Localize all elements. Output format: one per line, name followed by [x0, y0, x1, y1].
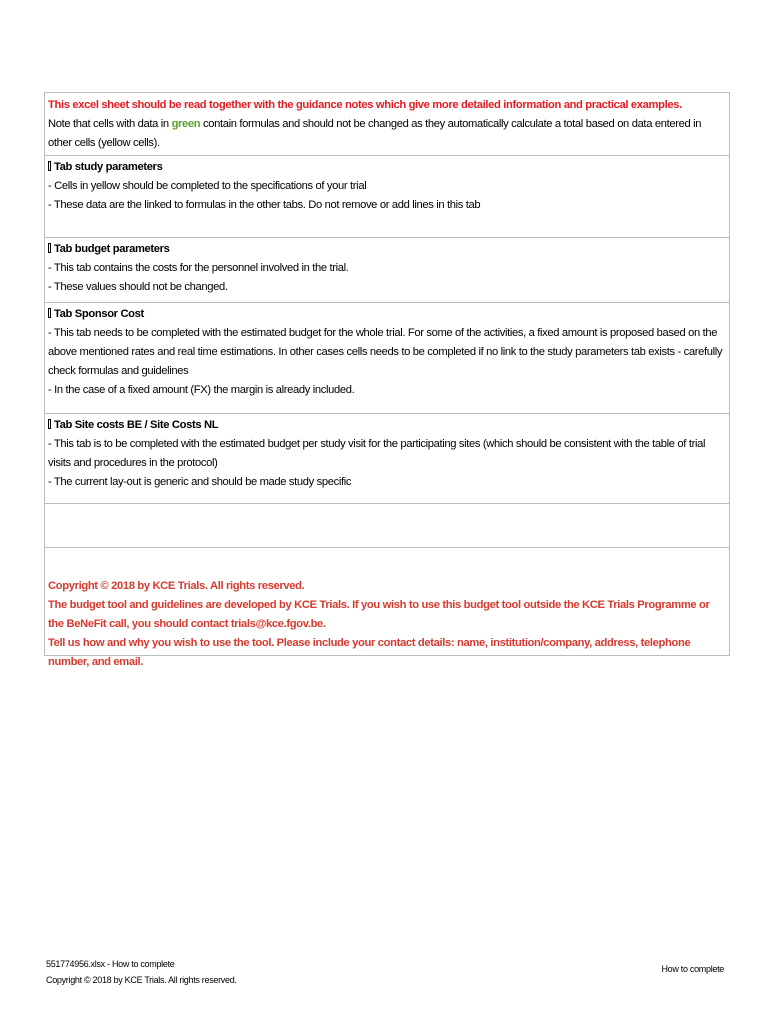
- budget-parameters-line-1: - This tab contains the costs for the personnel involved in the trial.: [48, 262, 349, 274]
- study-parameters-heading: [48, 158, 726, 177]
- empty-cell: [45, 504, 729, 548]
- sponsor-cost-heading: [48, 305, 726, 324]
- footer-tab-name: How to complete: [661, 964, 724, 974]
- page-footer-left: [46, 956, 237, 988]
- sponsor-cost-cell: [45, 303, 729, 414]
- intro-cell: [45, 93, 729, 156]
- instructions-sheet: [44, 92, 730, 668]
- sponsor-cost-heading-text: Tab Sponsor Cost: [54, 308, 144, 320]
- box-bullet-icon: [48, 161, 51, 171]
- copyright-cell: [45, 548, 729, 668]
- copyright-line-3: Tell us how and why you wish to use the tool. Please include your contact details: name, institution/company, address, telephone number, and email.: [48, 637, 691, 668]
- intro-note-green-word: green: [171, 118, 201, 130]
- site-costs-cell: [45, 414, 729, 504]
- box-bullet-icon: [48, 308, 51, 318]
- box-bullet-icon: [48, 419, 51, 429]
- study-parameters-line-1: - Cells in yellow should be completed to the specifications of your trial: [48, 180, 367, 192]
- copyright-line-2: The budget tool and guidelines are developed by KCE Trials. If you wish to use this budget tool outside the KCE Trials Programme or the BeNeFit call, you should contact trials@kce.fgov.be.: [48, 599, 710, 630]
- intro-title: This excel sheet should be read together with the guidance notes which give more detailed information and practical examples.: [48, 99, 682, 111]
- site-costs-line-2: - The current lay-out is generic and should be made study specific: [48, 476, 352, 488]
- site-costs-line-1: - This tab is to be completed with the estimated budget per study visit for the participating sites (which should be consistent with the table of trial visits and procedures in the protocol): [48, 438, 706, 469]
- budget-parameters-heading: [48, 240, 726, 259]
- site-costs-heading-text: Tab Site costs BE / Site Costs NL: [54, 419, 219, 431]
- footer-file-name: 551774956.xlsx - How to complete: [46, 959, 175, 969]
- budget-parameters-heading-text: Tab budget parameters: [54, 243, 170, 255]
- study-parameters-line-2: - These data are the linked to formulas in the other tabs. Do not remove or add lines in this tab: [48, 199, 481, 211]
- study-parameters-heading-text: Tab study parameters: [54, 161, 163, 173]
- intro-note-start: Note that cells with data in: [48, 118, 172, 130]
- sponsor-cost-line-2: - In the case of a fixed amount (FX) the margin is already included.: [48, 384, 355, 396]
- budget-parameters-line-2: - These values should not be changed.: [48, 281, 228, 293]
- site-costs-heading: [48, 416, 726, 435]
- intro-note-end: contain formulas and should not be changed as they automatically calculate a total based on data entered in other cells (yellow cells).: [48, 118, 702, 149]
- budget-parameters-cell: [45, 238, 729, 303]
- sponsor-cost-line-1: - This tab needs to be completed with the estimated budget for the whole trial. For some of the activities, a fixed amount is proposed based on the above mentioned rates and real time estimations. In other cases cells needs to be completed if no link to the study parameters tab exists - carefully check formulas and guidelines: [48, 327, 723, 377]
- footer-copyright: Copyright © 2018 by KCE Trials. All rights reserved.: [46, 975, 237, 985]
- copyright-line-1: Copyright © 2018 by KCE Trials. All rights reserved.: [48, 580, 305, 592]
- box-bullet-icon: [48, 243, 51, 253]
- intro-note: [48, 115, 726, 153]
- study-parameters-cell: [45, 156, 729, 238]
